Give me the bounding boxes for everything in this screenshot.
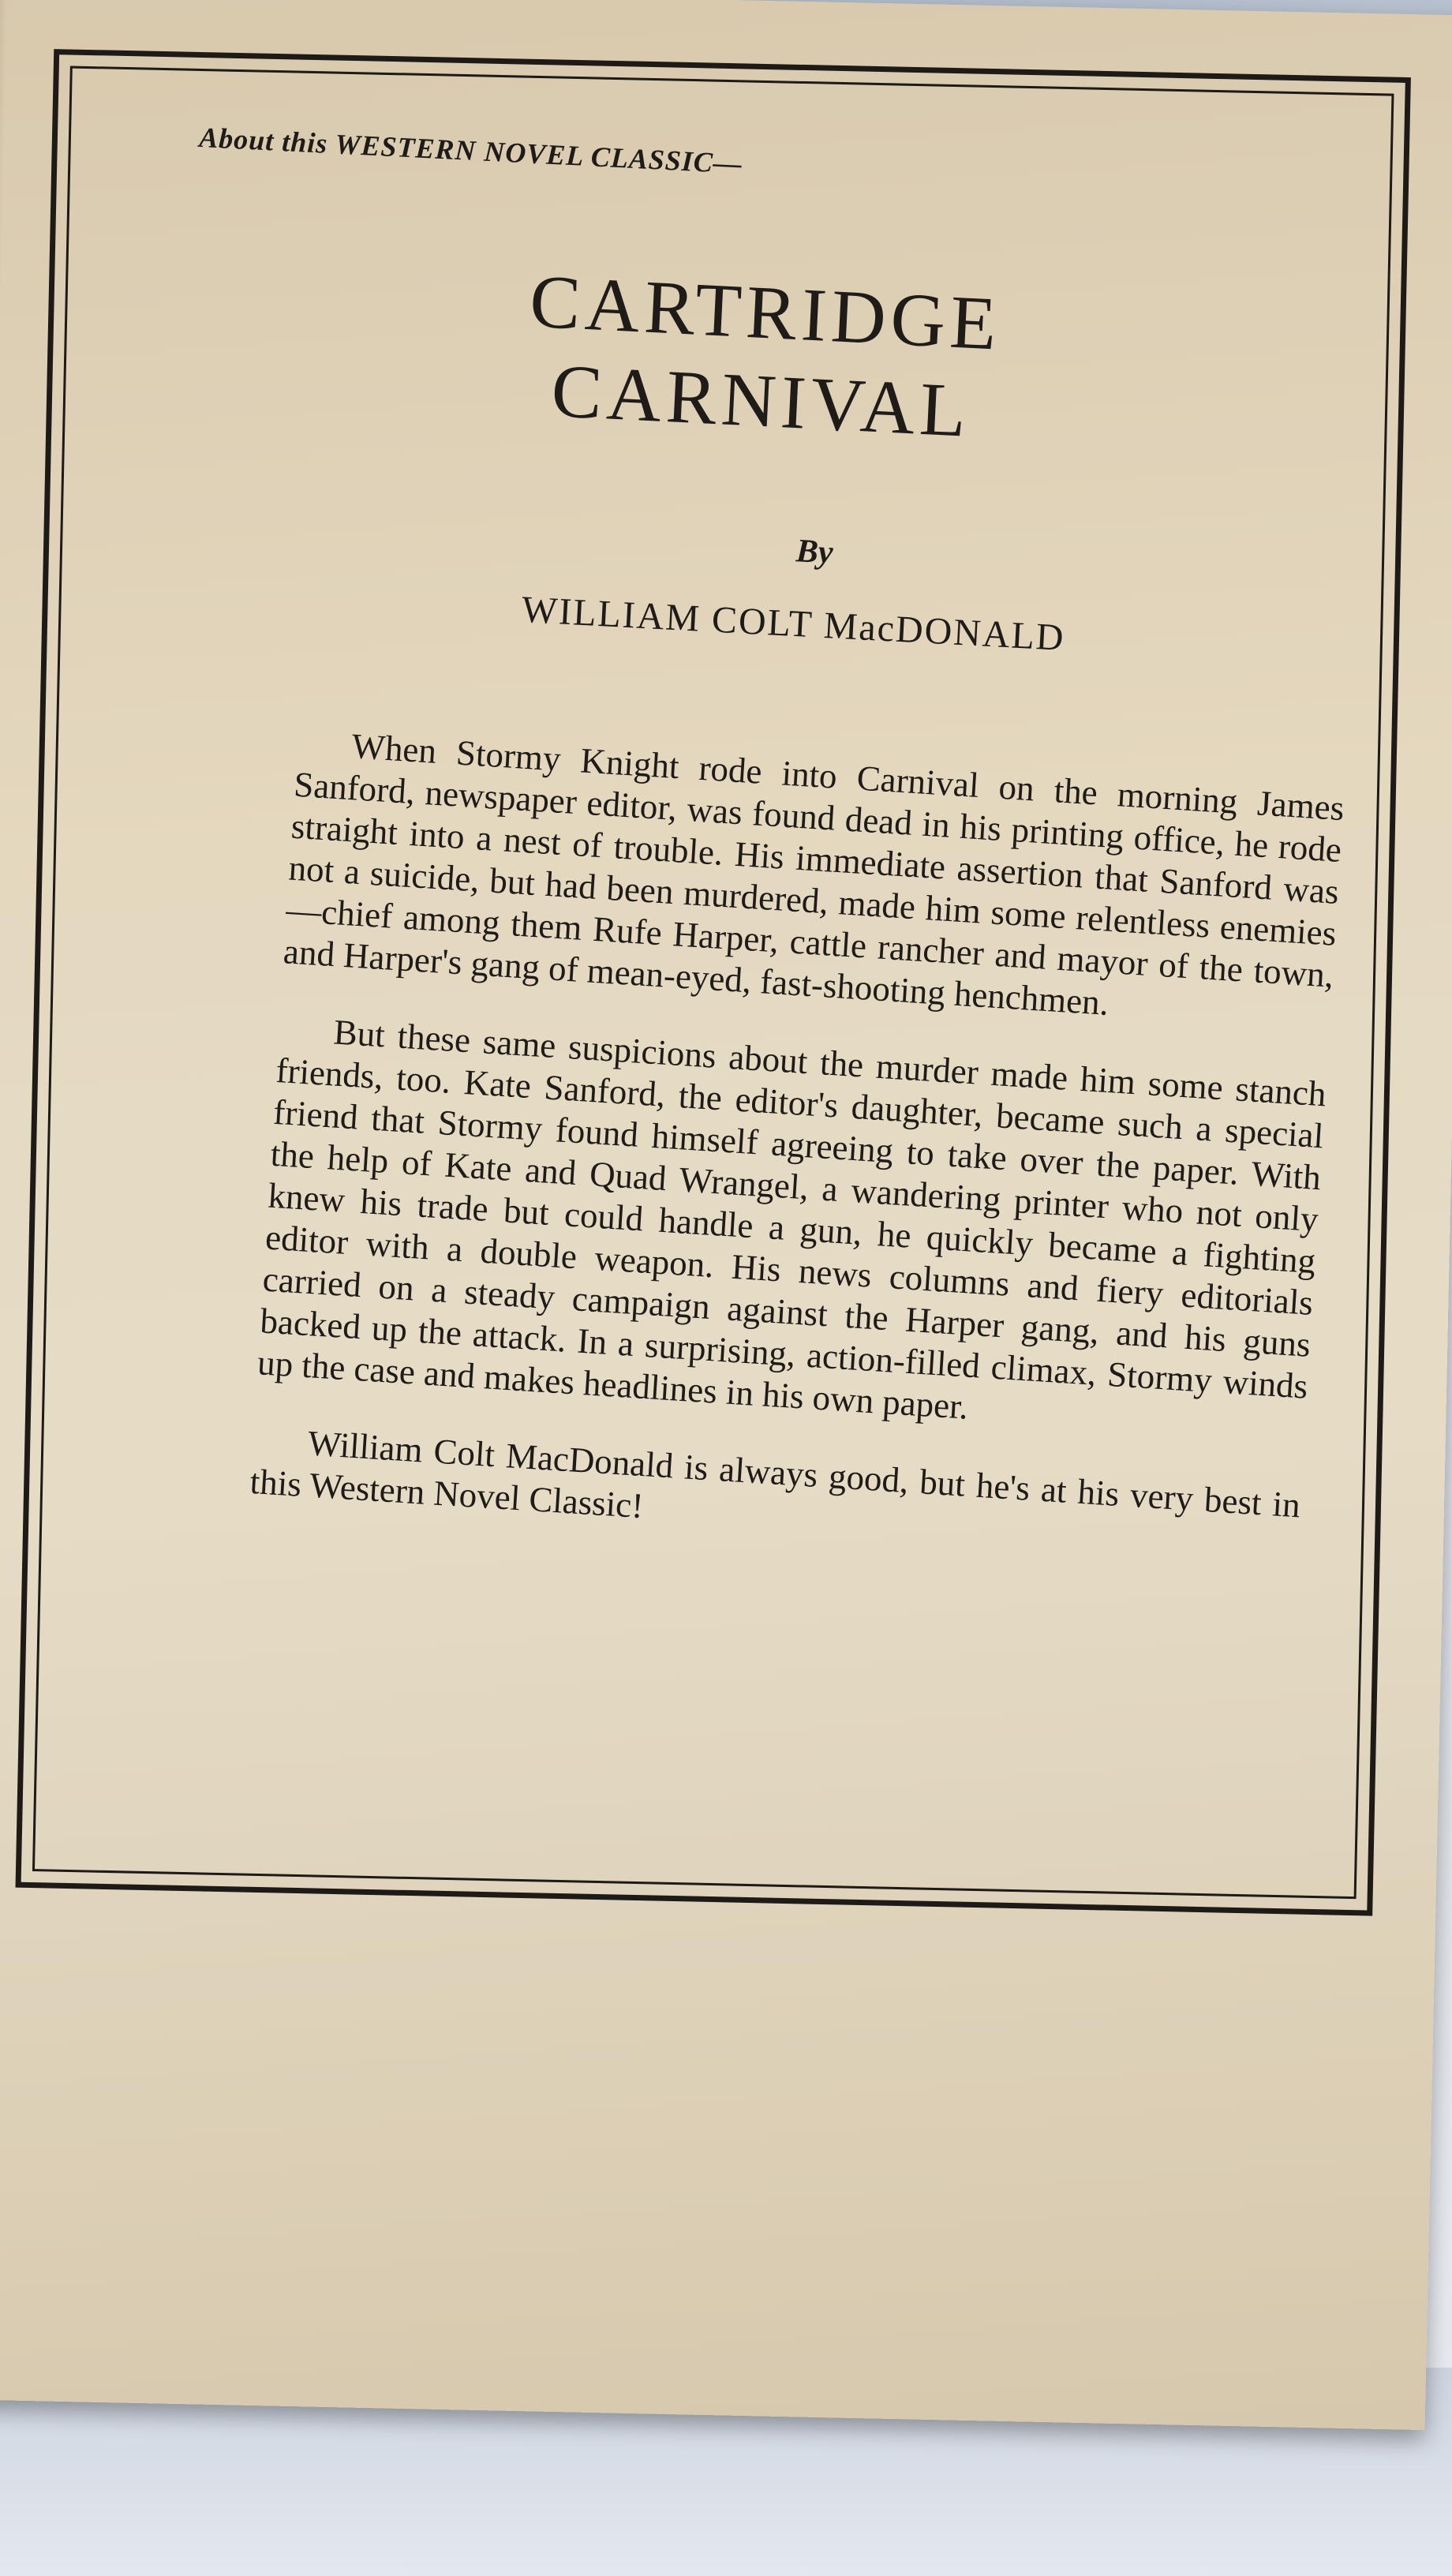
author-name: WILLIAM COLT MacDONALD bbox=[520, 588, 1066, 659]
page-content bbox=[76, 118, 1383, 1562]
blurb-text bbox=[249, 722, 1345, 1569]
series-heading: About this WESTERN NOVEL CLASSIC— bbox=[198, 121, 743, 180]
title-line-2: CARNIVAL bbox=[549, 348, 973, 453]
page-border-frame bbox=[16, 49, 1411, 1916]
by-line: By bbox=[795, 533, 834, 571]
blurb-paragraph-3: William Colt MacDonald is always good, but he's at his very best in this Western Novel Classic! bbox=[249, 1423, 1302, 1526]
blurb-paragraph-2: But these same suspicions about the murder made him some stanch friends, too. Kate Sanford, the editor's daughter, became such a special friend that Stormy found himself agreeing to take over the paper. With the help of Kate and Quad Wrangel, a wandering printer who not only knew his trade but could handle a gun, he quickly became a fighting editor with a double weapon. His news columns and fiery editorials carried on a steady campaign against the Harper gang, and his guns backed up the attack. In a surprising, action-filled climax, Stormy winds up the case and makes headlines in his own paper. bbox=[256, 1012, 1328, 1427]
page-edge-shadow bbox=[0, 0, 8, 2399]
book-title bbox=[144, 238, 1383, 475]
blurb-paragraph-1: When Stormy Knight rode into Carnival on the morning James Sanford, newspaper editor, was found dead in his printing office, he rode straight into a nest of trouble. His immediate assertion that Sanford was not a suicide, but had been murdered, made him some relentless enemies—chief among them Rufe Harper, cattle rancher and mayor of the town, and Harper's gang of mean-eyed, fast-shooting henchmen. bbox=[282, 726, 1345, 1023]
title-line-1: CARTRIDGE bbox=[528, 258, 1004, 366]
